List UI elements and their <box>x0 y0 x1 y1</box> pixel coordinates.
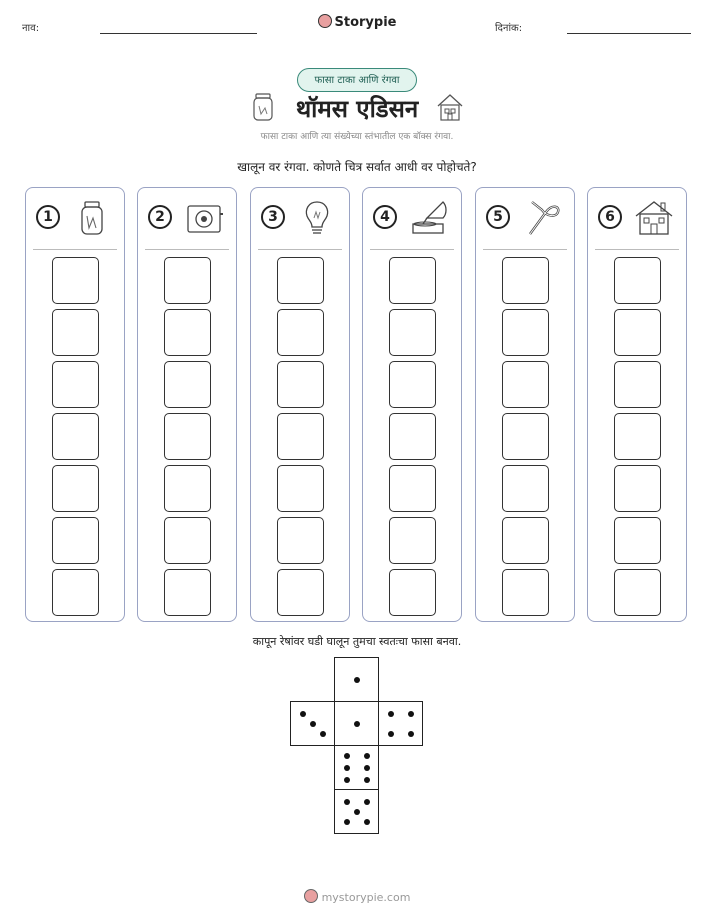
die-face <box>290 701 335 746</box>
column-number: 4 <box>373 205 397 229</box>
die-face <box>334 701 379 746</box>
column-1 <box>25 187 125 622</box>
color-box[interactable] <box>614 257 661 304</box>
die-pip <box>408 731 414 737</box>
color-box[interactable] <box>52 413 99 460</box>
page-subtitle: फासा टाका आणि त्या संख्येच्या स्तंभातील एक बॉक्स रंगवा. <box>260 132 454 142</box>
color-box[interactable] <box>52 517 99 564</box>
die-pip <box>364 753 370 759</box>
cut-instruction: कापून रेषांवर घडी घालून तुमचा स्वतःचा फासा बनवा. <box>252 635 462 648</box>
die-pip <box>364 819 370 825</box>
color-box[interactable] <box>52 309 99 356</box>
die-pip <box>300 711 306 717</box>
color-box[interactable] <box>614 361 661 408</box>
die-pip <box>344 765 350 771</box>
color-box[interactable] <box>52 465 99 512</box>
die-pip <box>344 753 350 759</box>
color-box[interactable] <box>389 517 436 564</box>
color-box[interactable] <box>277 257 324 304</box>
color-box[interactable] <box>164 309 211 356</box>
house-icon <box>634 198 674 238</box>
color-box[interactable] <box>502 257 549 304</box>
color-box[interactable] <box>389 413 436 460</box>
color-box[interactable] <box>389 257 436 304</box>
die-pip <box>364 765 370 771</box>
color-box[interactable] <box>502 569 549 616</box>
storypie-logo-icon <box>304 889 318 903</box>
die-pip <box>344 799 350 805</box>
color-box[interactable] <box>614 309 661 356</box>
color-box[interactable] <box>277 361 324 408</box>
footer <box>0 889 714 904</box>
die-pip <box>364 777 370 783</box>
column-number: 2 <box>148 205 172 229</box>
die-pip <box>344 777 350 783</box>
column-4 <box>362 187 462 622</box>
die-pip <box>408 711 414 717</box>
color-box[interactable] <box>502 517 549 564</box>
die-face <box>334 657 379 702</box>
column-3 <box>250 187 350 622</box>
phonograph-icon <box>409 198 449 238</box>
column-divider <box>33 249 117 250</box>
color-box[interactable] <box>502 361 549 408</box>
column-number: 5 <box>486 205 510 229</box>
die-pip <box>364 799 370 805</box>
column-divider <box>595 249 679 250</box>
die-pip <box>388 711 394 717</box>
house-icon <box>436 92 464 122</box>
date-label: दिनांक: <box>495 23 523 34</box>
color-box[interactable] <box>502 465 549 512</box>
color-box[interactable] <box>389 361 436 408</box>
jar-icon <box>72 198 112 238</box>
color-box[interactable] <box>389 569 436 616</box>
column-divider <box>258 249 342 250</box>
safe-icon <box>184 198 224 238</box>
color-box[interactable] <box>164 361 211 408</box>
die-pip <box>354 677 360 683</box>
die-pip <box>320 731 326 737</box>
column-divider <box>145 249 229 250</box>
color-box[interactable] <box>502 309 549 356</box>
storypie-logo-icon <box>318 14 332 28</box>
activity-badge: फासा टाका आणि रंगवा <box>297 68 417 92</box>
column-divider <box>483 249 567 250</box>
column-number: 3 <box>261 205 285 229</box>
color-box[interactable] <box>614 413 661 460</box>
name-line[interactable] <box>100 33 257 34</box>
die-face <box>334 745 379 790</box>
color-box[interactable] <box>164 465 211 512</box>
column-number: 6 <box>598 205 622 229</box>
date-line[interactable] <box>567 33 691 34</box>
brand <box>0 14 714 30</box>
brand-name: Storypie <box>334 15 397 30</box>
die-pip <box>310 721 316 727</box>
color-box[interactable] <box>389 465 436 512</box>
column-number: 1 <box>36 205 60 229</box>
color-box[interactable] <box>52 569 99 616</box>
die-pip <box>344 819 350 825</box>
color-box[interactable] <box>164 569 211 616</box>
column-5 <box>475 187 575 622</box>
color-box[interactable] <box>277 569 324 616</box>
color-box[interactable] <box>614 465 661 512</box>
color-box[interactable] <box>164 517 211 564</box>
column-2 <box>137 187 237 622</box>
die-pip <box>354 721 360 727</box>
color-box[interactable] <box>277 517 324 564</box>
lightbulb-icon <box>297 198 337 238</box>
color-box[interactable] <box>52 257 99 304</box>
color-box[interactable] <box>164 257 211 304</box>
footer-url[interactable]: mystorypie.com <box>321 891 411 904</box>
name-label: नाव: <box>22 23 40 34</box>
die-pip <box>354 809 360 815</box>
die-face <box>378 701 423 746</box>
die-face <box>334 789 379 834</box>
color-box[interactable] <box>277 413 324 460</box>
filament-icon <box>522 198 562 238</box>
die-pip <box>388 731 394 737</box>
instruction: खालून वर रंगवा. कोणते चित्र सर्वात आधी वर पोहोचते? <box>237 160 477 174</box>
color-box[interactable] <box>502 413 549 460</box>
color-box[interactable] <box>277 309 324 356</box>
column-6 <box>587 187 687 622</box>
color-box[interactable] <box>277 465 324 512</box>
page-title: थॉमस एडिसन <box>295 95 419 123</box>
color-box[interactable] <box>52 361 99 408</box>
color-box[interactable] <box>389 309 436 356</box>
color-box[interactable] <box>614 569 661 616</box>
color-box[interactable] <box>614 517 661 564</box>
column-divider <box>370 249 454 250</box>
color-box[interactable] <box>164 413 211 460</box>
